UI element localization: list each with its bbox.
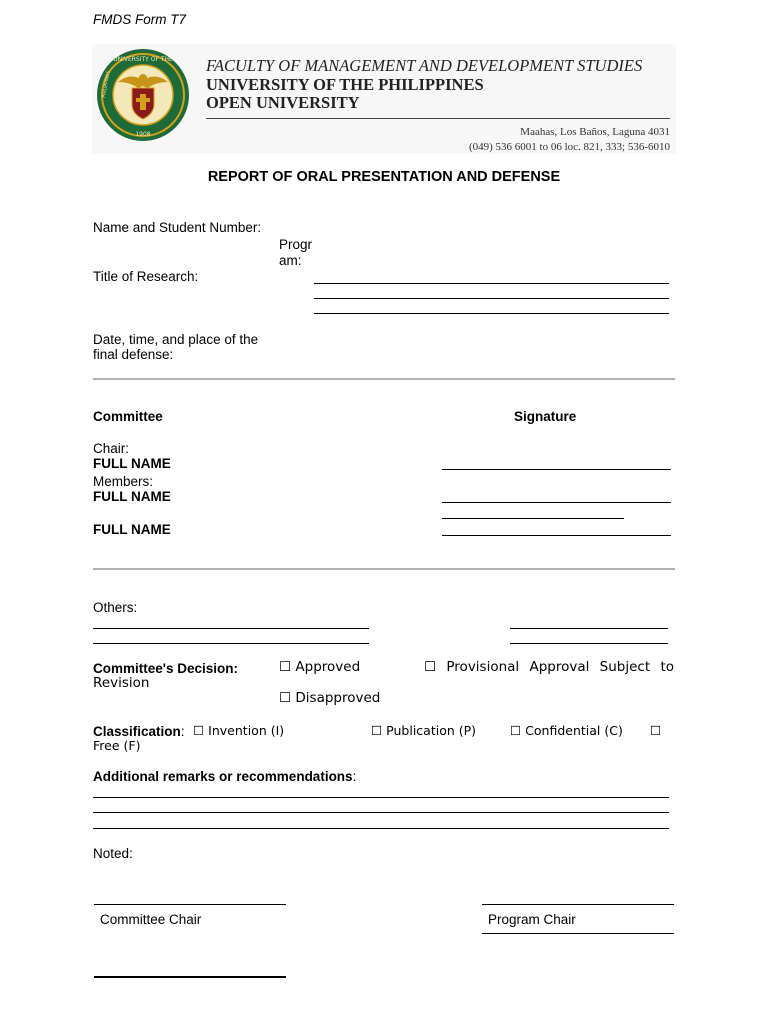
classification-label: Classification [93,724,181,739]
chair-name: FULL NAME [93,456,171,471]
member2-signature-line[interactable] [442,535,671,536]
decision-disapproved-checkbox[interactable]: ☐ Disapproved [279,690,381,706]
decision-provisional-checkbox[interactable]: ☐ Provisional Approval Subject to [424,659,674,675]
letterhead-campus: OPEN UNIVERSITY [206,93,360,112]
member1-name: FULL NAME [93,489,171,504]
program-chair-signature-line[interactable] [482,904,674,905]
remarks-line-1[interactable] [93,797,669,798]
classification-free-label: Free (F) [93,738,141,753]
committee-chair-label: Committee Chair [100,912,202,927]
committee-heading: Committee [93,409,163,424]
others-label: Others: [93,600,138,615]
classification-invention-checkbox[interactable]: ☐ Invention (I) [193,723,285,738]
defense-label-1: Date, time, and place of the [93,332,259,347]
remarks-line-2[interactable] [93,812,669,813]
seal-text-side: PHILIPPINES [102,70,112,99]
remarks-colon: : [352,769,357,784]
classification-publication-checkbox[interactable]: ☐ Publication (P) [371,723,477,738]
research-title-line-3[interactable] [314,313,669,314]
defense-label-2: final defense: [93,347,174,362]
chair-signature-line[interactable] [442,469,671,470]
section-divider-1 [93,378,675,380]
classification-free-checkbox[interactable]: ☐ [650,723,662,738]
committee-chair-signature-line[interactable] [94,904,286,905]
classification-colon: : [180,724,185,739]
bottom-signature-line[interactable] [94,976,286,978]
noted-label: Noted: [93,846,133,861]
name-label: Name and Student Number: [93,220,262,235]
seal-year: 1908 [135,131,151,138]
chair-label: Chair: [93,441,130,456]
research-title-line-2[interactable] [314,298,669,299]
member2-name: FULL NAME [93,522,171,537]
letterhead-divider [206,118,670,119]
others-signature-line-1[interactable] [510,628,668,629]
research-title-label: Title of Research: [93,269,199,284]
decision-revision-text: Revision [93,675,150,691]
signature-heading: Signature [514,409,577,424]
form-id: FMDS Form T7 [93,12,186,27]
program-label-1: Progr [279,237,313,252]
seal-text-top: UNIVERSITY OF THE [113,56,173,63]
remarks-label-wrap [93,769,356,785]
decision-approved-checkbox[interactable]: ☐ Approved [279,659,361,675]
decision-label: Committee's Decision: [93,661,238,676]
program-chair-underline [482,933,674,934]
research-title-line-1[interactable] [314,283,669,284]
program-chair-label: Program Chair [488,912,576,927]
up-seal-logo [96,48,190,142]
letterhead-address: Maahas, Los Baños, Laguna 4031 [520,126,670,138]
letterhead-faculty: FACULTY OF MANAGEMENT AND DEVELOPMENT STUDIES [206,56,643,75]
member-extra-line[interactable] [442,518,624,519]
others-name-line-2[interactable] [93,643,369,644]
program-label-2: am: [279,253,302,268]
members-label: Members: [93,474,154,489]
remarks-line-3[interactable] [93,828,669,829]
letterhead-phone: (049) 536 6001 to 06 loc. 821, 333; 536-6010 [468,141,670,153]
section-divider-2 [93,568,675,570]
classification-confidential-checkbox[interactable]: ☐ Confidential (C) [510,723,623,738]
member1-signature-line[interactable] [442,502,671,503]
others-name-line-1[interactable] [93,628,369,629]
letterhead-university: UNIVERSITY OF THE PHILIPPINES [206,75,484,94]
form-title: REPORT OF ORAL PRESENTATION AND DEFENSE [207,169,561,185]
remarks-label: Additional remarks or recommendations [93,769,353,784]
others-signature-line-2[interactable] [510,643,668,644]
